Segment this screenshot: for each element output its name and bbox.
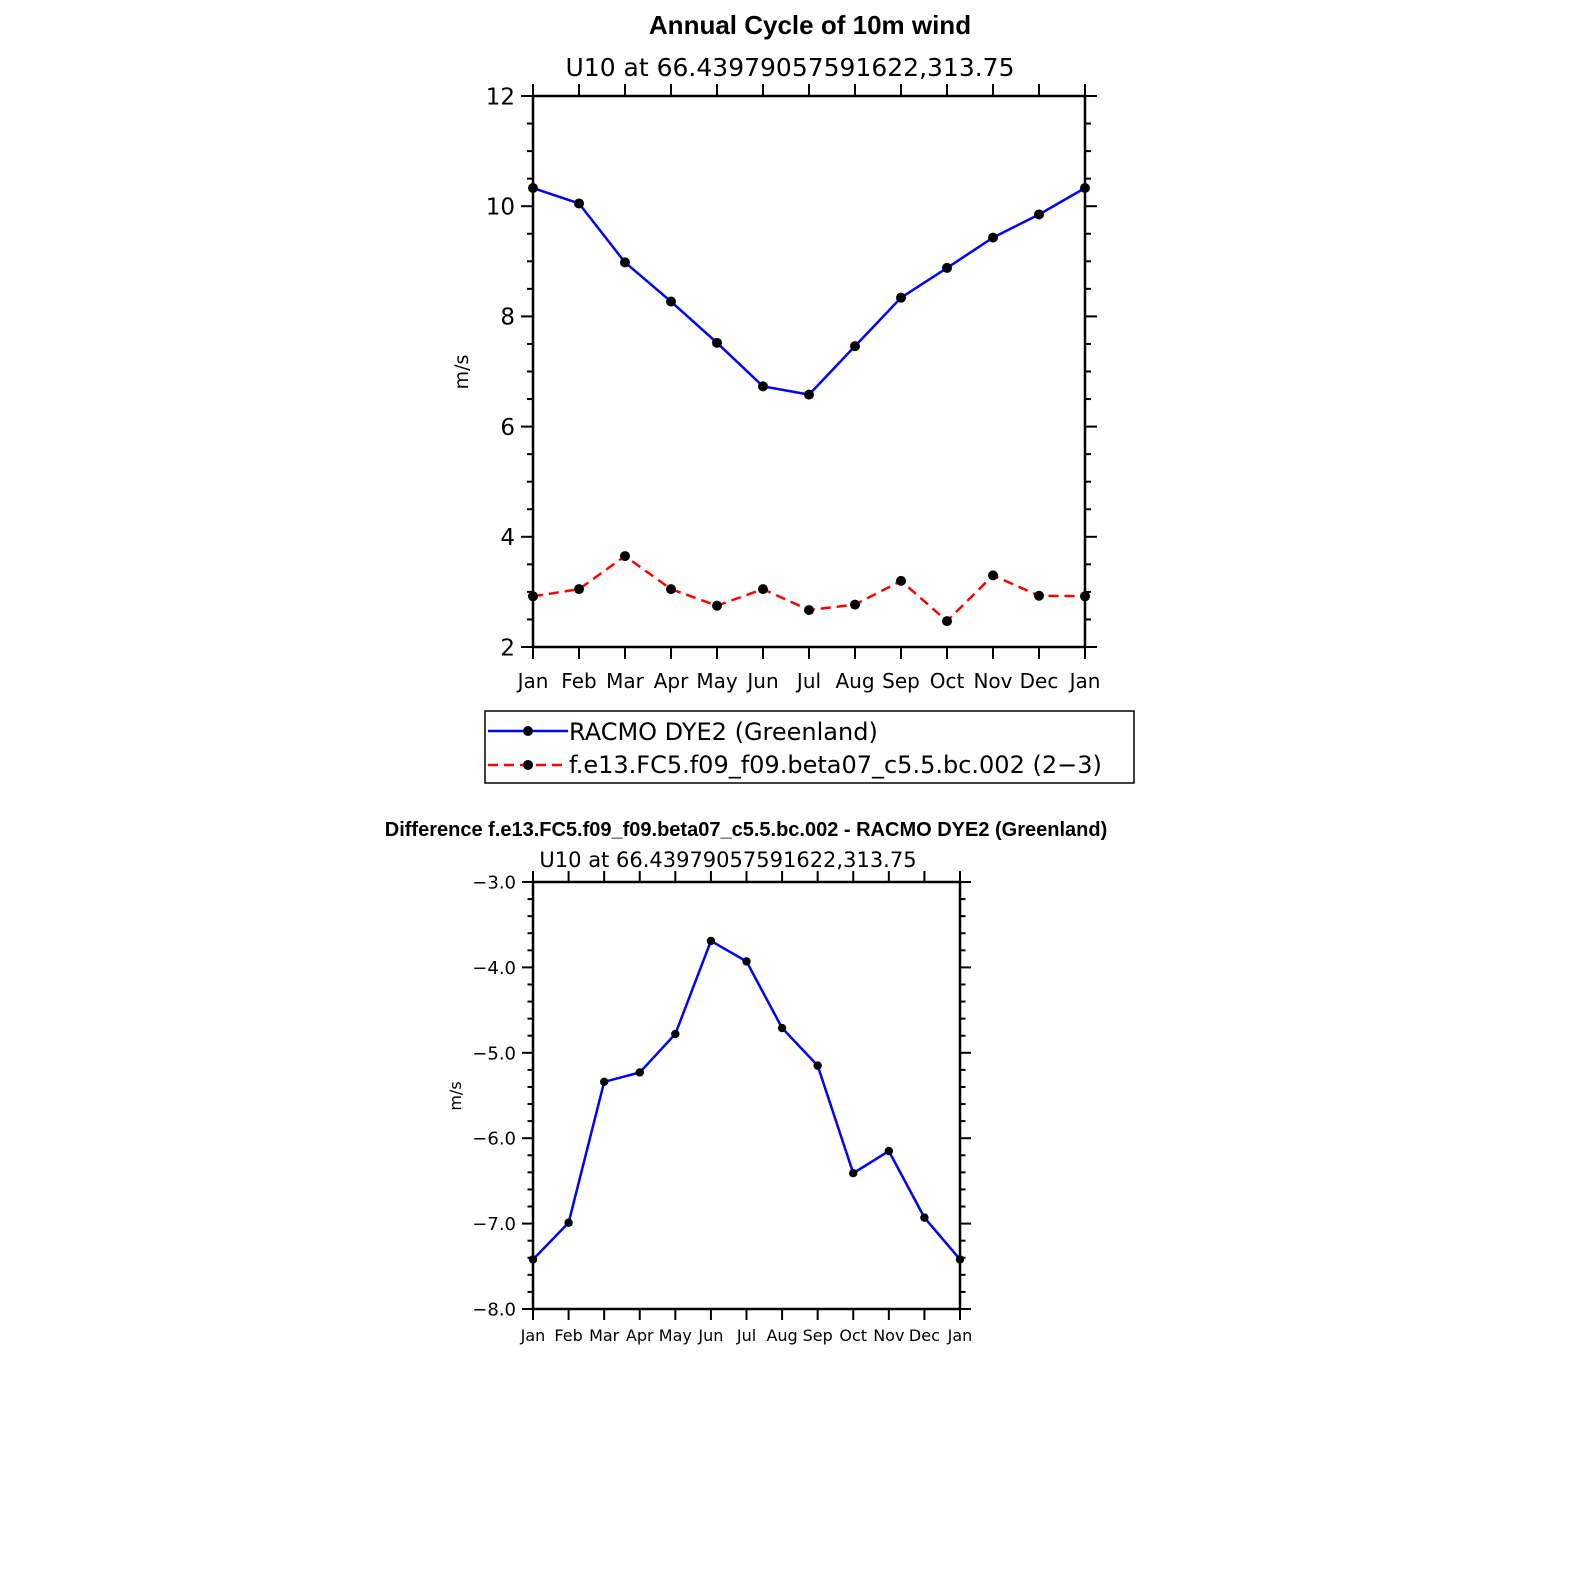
difference-chart	[385, 819, 1108, 1345]
x-tick-label: Jun	[747, 669, 779, 693]
y-tick-label: −4.0	[472, 957, 516, 979]
data-point	[528, 591, 538, 601]
data-point	[620, 551, 630, 561]
data-point	[804, 390, 814, 400]
x-tick-label: Dec	[1019, 669, 1059, 693]
data-point	[1034, 591, 1044, 601]
data-point	[1034, 209, 1044, 219]
data-point	[988, 233, 998, 243]
chart1-ylabel: m/s	[451, 354, 473, 390]
data-point	[942, 263, 952, 273]
chart1-series	[528, 183, 1090, 626]
annual-cycle-chart	[451, 10, 1134, 783]
y-tick-label: −5.0	[472, 1043, 516, 1065]
x-tick-label: Feb	[561, 669, 597, 693]
data-point	[528, 183, 538, 193]
x-tick-label: Jun	[698, 1326, 724, 1345]
x-tick-label: Jan	[520, 1326, 546, 1345]
data-point	[1080, 183, 1090, 193]
x-tick-label: Sep	[882, 669, 920, 693]
data-point	[758, 381, 768, 391]
data-point	[778, 1024, 786, 1032]
x-tick-label: Mar	[589, 1326, 620, 1345]
data-point	[849, 1169, 857, 1177]
chart2-ylabel: m/s	[446, 1081, 465, 1111]
y-tick-label: 4	[500, 525, 515, 552]
x-tick-label: Jul	[796, 669, 822, 693]
x-tick-label: Nov	[873, 1326, 905, 1345]
y-tick-label: 6	[500, 414, 515, 441]
x-tick-label: Feb	[554, 1326, 583, 1345]
data-point	[564, 1219, 572, 1227]
y-tick-label: −8.0	[472, 1299, 516, 1321]
x-tick-label: Dec	[908, 1326, 940, 1345]
x-tick-label: Jan	[947, 1326, 973, 1345]
data-point	[671, 1030, 679, 1038]
data-point	[988, 570, 998, 580]
data-point	[850, 341, 860, 351]
legend-marker-model	[523, 760, 533, 770]
y-tick-label: 12	[485, 84, 515, 111]
data-point	[1080, 591, 1090, 601]
x-tick-label: Aug	[766, 1326, 798, 1345]
data-point	[896, 293, 906, 303]
x-tick-label: Apr	[625, 1326, 654, 1345]
data-point	[712, 338, 722, 348]
x-tick-label: Apr	[653, 669, 689, 693]
data-point	[885, 1147, 893, 1155]
data-point	[942, 616, 952, 626]
x-tick-label: May	[696, 669, 738, 693]
data-point	[600, 1078, 608, 1086]
y-tick-label: −7.0	[472, 1214, 516, 1236]
data-point	[758, 584, 768, 594]
y-tick-label: −6.0	[472, 1128, 516, 1150]
data-point	[636, 1068, 644, 1076]
data-point	[850, 600, 860, 610]
chart1-legend	[485, 711, 1134, 783]
data-point	[920, 1213, 928, 1221]
chart2-plot-frame	[533, 882, 960, 1309]
y-tick-label: −3.0	[472, 872, 516, 894]
data-point	[666, 297, 676, 307]
data-point	[712, 601, 722, 611]
chart2-series	[529, 937, 964, 1264]
x-tick-label: Sep	[802, 1326, 833, 1345]
series-line-1-0	[533, 941, 960, 1260]
x-tick-label: Oct	[929, 669, 965, 693]
legend-marker-racmo	[523, 726, 533, 736]
x-tick-label: Mar	[606, 669, 644, 693]
x-tick-label: May	[658, 1326, 692, 1345]
data-point	[529, 1255, 537, 1263]
chart1-title: Annual Cycle of 10m wind	[648, 10, 972, 40]
y-tick-label: 2	[500, 635, 515, 662]
data-point	[707, 937, 715, 945]
data-point	[813, 1061, 821, 1069]
legend-label-model: f.e13.FC5.f09_f09.beta07_c5.5.bc.002 (2−3)	[569, 751, 1102, 779]
x-tick-label: Nov	[973, 669, 1013, 693]
chart2-subtitle: U10 at 66.43979057591622,313.75	[539, 848, 917, 872]
chart2-ticks	[472, 871, 972, 1345]
data-point	[574, 198, 584, 208]
data-point	[742, 957, 750, 965]
chart1-subtitle: U10 at 66.43979057591622,313.75	[565, 53, 1015, 82]
data-point	[804, 605, 814, 615]
legend-label-racmo: RACMO DYE2 (Greenland)	[569, 718, 878, 746]
x-tick-label: Oct	[839, 1326, 868, 1345]
x-tick-label: Jan	[517, 669, 549, 693]
data-point	[666, 584, 676, 594]
y-tick-label: 8	[500, 304, 515, 331]
x-tick-label: Jul	[736, 1326, 757, 1345]
x-tick-label: Jan	[1069, 669, 1101, 693]
data-point	[896, 576, 906, 586]
data-point	[956, 1255, 964, 1263]
y-tick-label: 10	[485, 194, 515, 221]
series-line-0-0	[533, 188, 1085, 395]
x-tick-label: Aug	[835, 669, 875, 693]
chart1-plot-frame	[533, 96, 1085, 647]
data-point	[620, 257, 630, 267]
data-point	[574, 584, 584, 594]
chart2-title: Difference f.e13.FC5.f09_f09.beta07_c5.5.bc.002 - RACMO DYE2 (Greenland)	[384, 819, 1108, 841]
